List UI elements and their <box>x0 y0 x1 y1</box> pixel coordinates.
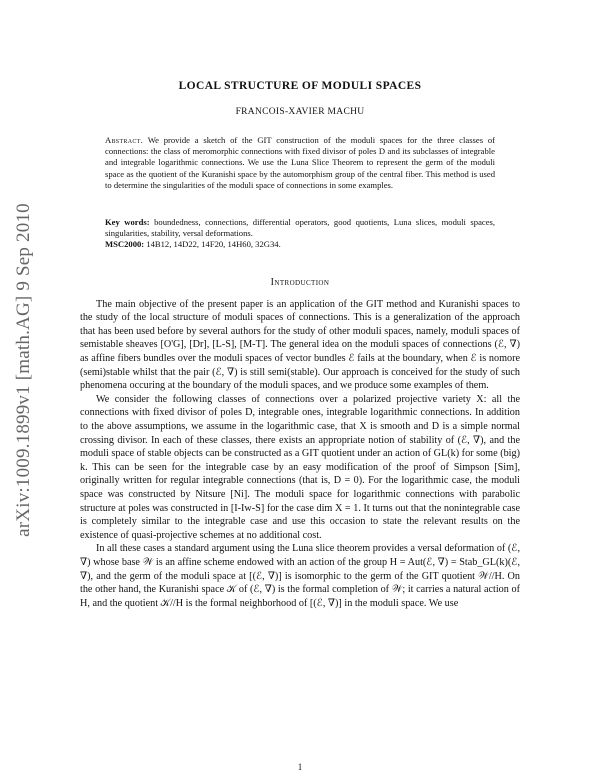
msc-text: 14B12, 14D22, 14F20, 14H60, 32G34. <box>146 239 281 250</box>
intro-paragraph-1: The main objective of the present paper is an application of the GIT method and Kuranishi spaces to the study of the local structure of moduli spaces of connections. This is a generalization of the approach that has been used before by several authors for the study of other moduli spaces, namely, moduli spaces of semistable sheaves [O'G], [Dr], [L-S], [M-T]. The general idea on the moduli spaces of connections (ℰ, ∇) as affine fibers bundles over the moduli spaces of vector bundles ℰ fails at the boundary, when ℰ is nomore (semi)stable whilst that the pair (ℰ, ∇) is still semi(stable). Our approach is conceived for the study of such phenomena occuring at the boundary of the moduli spaces, and we produce some examples of them. <box>80 298 520 392</box>
keywords-label: Key words: <box>105 217 150 228</box>
abstract <box>105 135 495 191</box>
section-heading: Introduction <box>270 276 330 288</box>
intro-paragraph-2: We consider the following classes of connections over a polarized projective variety X: all the connections with fixed divisor of poles D, integrable ones, integrable logarithmic connections. In addition to the above assumptions, we assume in the logarithmic case, that X is smooth and D is a simple normal crossing divisor. In each of these classes, there exists an appropriate notion of stability of (ℰ, ∇), and the moduli space of stable objects can be constructed as a GIT quotient under an action of GL(k) for some (big) k. This can be seen for the integrable case by an easy modification of the proof of Simpson [Sim], originally written for regular integrable connections (that is, D = 0). For the logarithmic case, the moduli space was constructed by Nitsure [Ni]. The moduli space for logarithmic connections with parabolic structure at poles was constructed in [I-Iw-S] for the case dim X = 1. It turns out that the nonintegrable case is completely similar to the integrable case and use this occasion to state the relevant results on the existence of quasi-projective schemes at no additional cost. <box>80 393 520 541</box>
paper-author: FRANCOIS-XAVIER MACHU <box>235 107 365 117</box>
msc-line <box>105 239 495 250</box>
arxiv-identifier-stamp <box>6 180 42 560</box>
paper-page <box>80 70 520 610</box>
msc-label: MSC2000: <box>105 239 145 250</box>
paper-title: LOCAL STRUCTURE OF MODULI SPACES <box>178 80 422 92</box>
keywords-text: boundedness, connections, differential operators, good quotients, Luna slices, moduli spaces, singularities, stability, versal deformations. <box>105 217 496 239</box>
keywords-block <box>105 217 495 251</box>
abstract-text: We provide a sketch of the GIT construction of the moduli spaces for the three classes of connections: the class of meromorphic connections with fixed divisor of poles D and its subclasses of integrable and integrable logarithmic connections. We use the Luna Slice Theorem to represent the germ of the moduli space as the quotient of the Kuranishi space by the automorphism group of the central fiber. This method is used to determine the singularities of the moduli space of connections in some examples. <box>105 135 495 190</box>
arxiv-stamp-text: arXiv:1009.1899v1 [math.AG] 9 Sep 2010 <box>13 203 35 537</box>
keywords-line <box>105 217 495 239</box>
abstract-label: Abstract. <box>105 135 144 145</box>
page-number: 1 <box>297 762 303 772</box>
intro-paragraph-3: In all these cases a standard argument using the Luna slice theorem provides a versal deformation of (ℰ, ∇) whose base 𝒲 is an affine scheme endowed with an action of the group H = Aut(ℰ, ∇) = Stab_GL(k)(ℰ, ∇), and the germ of the moduli space at [(ℰ, ∇)] is isomorphic to the germ of the GIT quotient 𝒲//H. On the other hand, the Kuranishi space 𝒦 of (ℰ, ∇) is the formal completion of 𝒲; it carries a natural action of H, and the quotient 𝒦//H is the formal neighborhood of [(ℰ, ∇)] in the moduli space. We use <box>80 543 520 609</box>
